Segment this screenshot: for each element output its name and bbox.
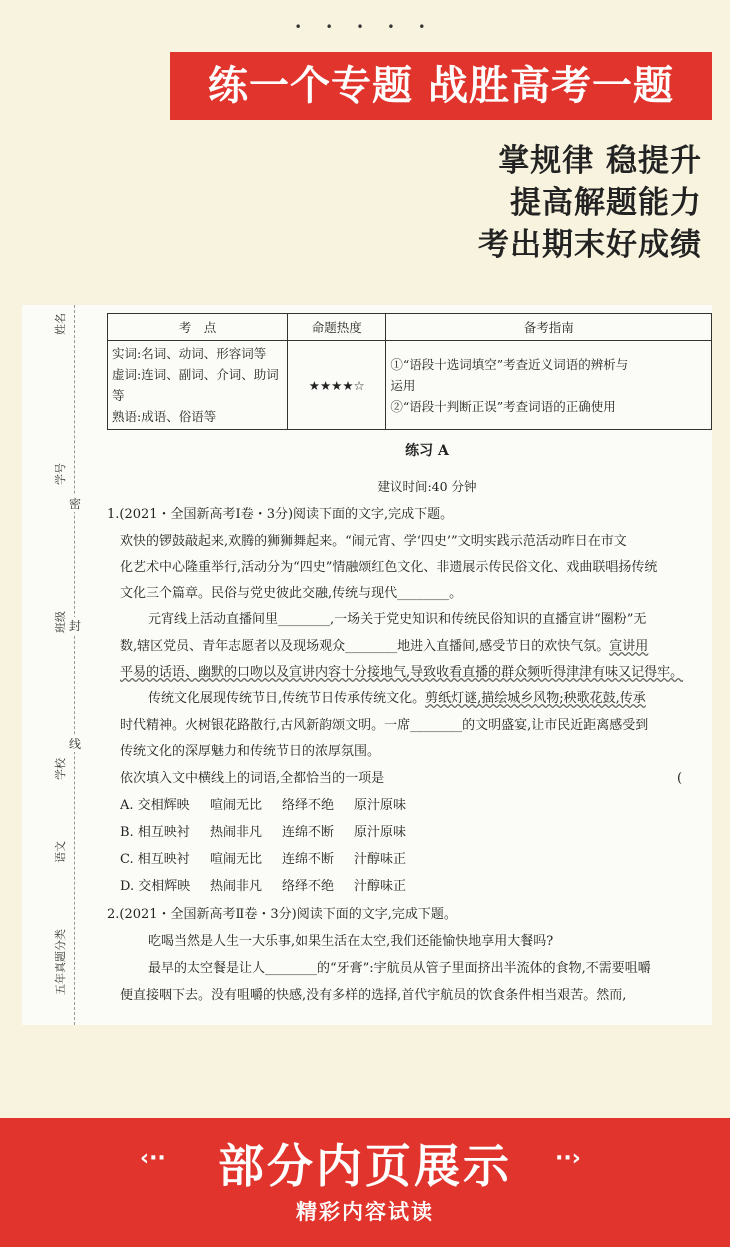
headline-banner: 练一个专题 战胜高考一题 — [170, 52, 712, 120]
question-prompt: 依次填入文中横线上的词语,全都恰当的一项是 — [120, 771, 385, 786]
option-row: D. 交相辉映 热闹非凡 络绎不绝 汁醇味正 — [120, 879, 407, 894]
passage-line: 数,辖区党员、青年志愿者以及现场观众________地进入直播间,感受节日的欢快气氛。宣讲用 — [120, 639, 649, 654]
footer-title: 部分内页展示 — [218, 1139, 512, 1193]
passage-line: 平易的话语、幽默的口吻以及宣讲内容十分接地气,导致收看直播的群众频听得津津有味又记得牢。 — [120, 665, 684, 680]
passage-line: 欢快的锣鼓敲起来,欢腾的狮狮舞起来。“闹元宵、学‘四史’”文明实践示范活动昨日在市文 — [120, 534, 627, 549]
passage-line: 传统文化展现传统节日,传统节日传承传统文化。剪纸灯谜,描绘城乡风物;秧歌花鼓,传承 — [148, 691, 646, 706]
slogan-line: 提高解题能力 — [510, 185, 702, 221]
suggested-time: 建议时间:40 分钟 — [377, 479, 477, 494]
table-cell-points: 实词:名词、动词、形容词等 虚词:连词、副词、介词、助词等 熟语:成语、俗语等 — [108, 341, 288, 430]
left-arrow-icon: ‹·· — [140, 1146, 166, 1171]
answer-paren: ( — [677, 771, 683, 786]
option-row: B. 相互映衬 热闹非凡 连绵不断 原汁原味 — [120, 825, 407, 840]
binding-label-line: 线 — [69, 737, 82, 751]
decorative-dots: • • • • • — [294, 20, 436, 34]
table-header: 备考指南 — [386, 314, 712, 341]
footer-band — [0, 1118, 730, 1247]
side-label-name: 姓名 — [54, 313, 67, 335]
side-label-class: 班级 — [54, 611, 67, 633]
question-stem: 2.(2021・全国新高考Ⅱ卷・3分)阅读下面的文字,完成下题。 — [107, 907, 457, 922]
exercise-title: 练习 A — [405, 443, 449, 459]
option-row: A. 交相辉映 喧闹无比 络绎不绝 原汁原味 — [120, 798, 407, 813]
right-arrow-icon: ··› — [555, 1146, 581, 1171]
passage-line: 便直接咽下去。没有咀嚼的快感,没有多样的选择,首代宇航员的饮食条件相当艰苦。然而, — [120, 988, 627, 1003]
table-cell-guide: ①“语段十选词填空”考查近义词语的辨析与 运用 ②“语段十判断正误”考查词语的正确使用 — [386, 341, 712, 430]
slogan-line: 考出期末好成绩 — [478, 227, 702, 263]
exam-guide-table — [107, 313, 712, 430]
sample-page — [22, 305, 712, 1025]
passage-line: 最早的太空餐是让人________的“牙膏”:宇航员从管子里面挤出半流体的食物,不需要咀嚼 — [148, 961, 651, 976]
table-header: 考 点 — [108, 314, 288, 341]
side-label-subject: 语文 — [54, 841, 67, 863]
footer-subtitle: 精彩内容试读 — [296, 1200, 434, 1224]
passage-line: 传统文化的深厚魅力和传统节日的浓厚氛围。 — [120, 744, 381, 759]
binding-label-tie: 封 — [69, 619, 82, 633]
question-stem: 1.(2021・全国新高考Ⅰ卷・3分)阅读下面的文字,完成下题。 — [107, 507, 454, 522]
side-label-school: 学校 — [54, 758, 67, 780]
passage-line: 元宵线上活动直播间里________,一场关于党史知识和传统民俗知识的直播宣讲“圈粉”无 — [148, 612, 647, 627]
table-cell-heat: ★★★★☆ — [288, 341, 386, 430]
slogan-line: 掌规律 稳提升 — [498, 143, 702, 179]
option-row: C. 相互映衬 喧闹无比 连绵不断 汁醇味正 — [120, 852, 407, 867]
side-label-category: 五年真题分类 — [54, 929, 67, 995]
passage-line: 吃喝当然是人生一大乐事,如果生活在太空,我们还能愉快地享用大餐吗? — [148, 934, 554, 949]
passage-line: 时代精神。火树银花路散行,古风新韵颂文明。一席________的文明盛宴,让市民近距离感受到 — [120, 718, 649, 733]
passage-line: 化艺术中心隆重举行,活动分为“四史”情融颂红色文化、非遗展示传民俗文化、戏曲联唱扬传统 — [120, 560, 658, 575]
binding-line — [74, 305, 75, 1025]
binding-label-seal: 密 — [69, 497, 82, 511]
slogan-block — [478, 140, 702, 266]
side-label-id: 学号 — [54, 463, 67, 485]
table-header: 命题热度 — [288, 314, 386, 341]
passage-line: 文化三个篇章。民俗与党史彼此交融,传统与现代________。 — [120, 586, 463, 601]
